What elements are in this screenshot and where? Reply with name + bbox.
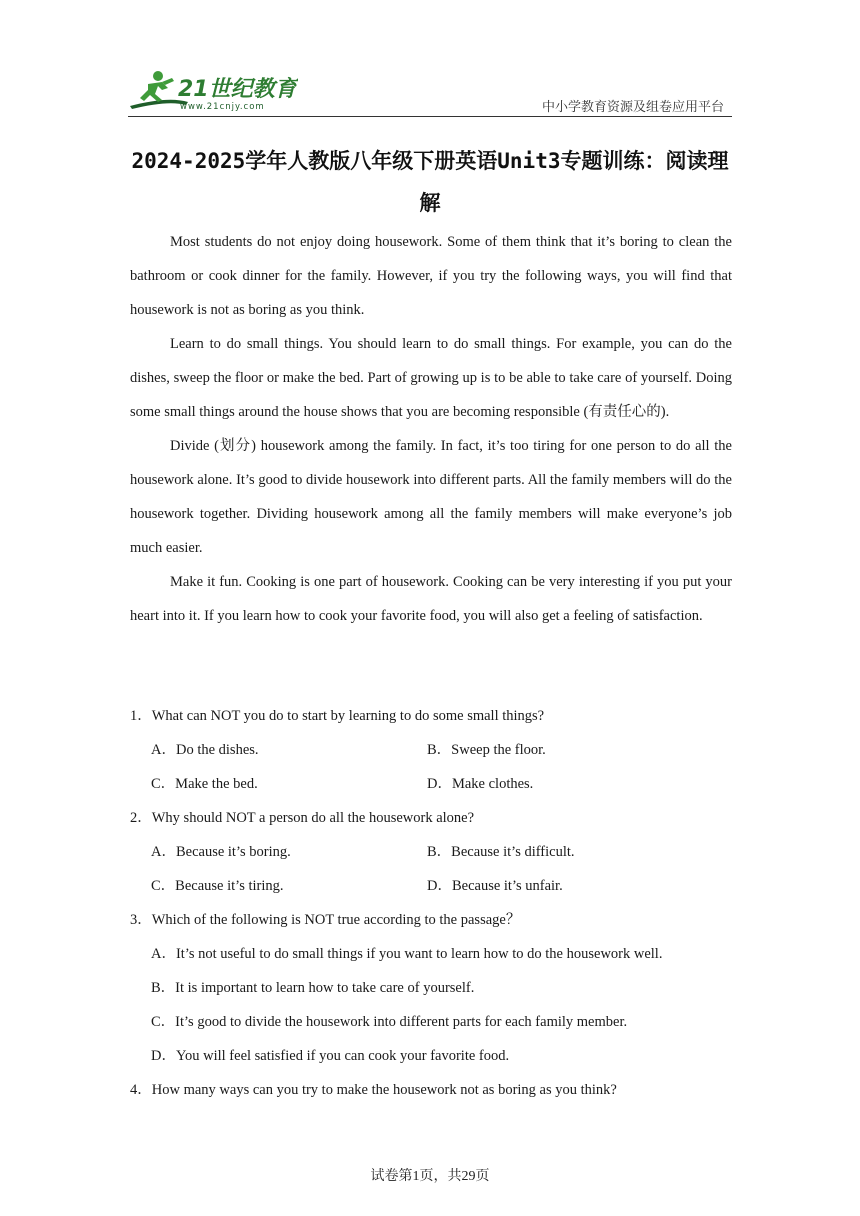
passage-paragraph: Most students do not enjoy doing housework. Some of them think that it’s boring to clean the bathroom or cook dinner for the family. However, if you try the following ways, you will find that housework is not as boring as you think. [130, 234, 732, 318]
page-footer: 试卷第1页，共29页 [370, 1169, 490, 1184]
passage-paragraph: Learn to do small things. You should learn to do small things. For example, you can do the dishes, sweep the floor or make the bed. Part of growing up is to be able to take care of yourself. Doing some small things around the house shows that you are becoming responsible (有责任心的). [130, 336, 732, 420]
question-2-stem: 2．Why should NOT a person do all the housework alone? [130, 810, 475, 826]
reading-passage [130, 225, 732, 633]
question-4-stem: 4．How many ways can you try to make the housework not as boring as you think? [130, 1082, 617, 1098]
question-1-stem: 1．What can NOT you do to start by learning to do some small things? [130, 708, 545, 724]
question-2-options [151, 835, 732, 903]
page-header [128, 68, 732, 114]
logo-text: 21世纪教育 [178, 77, 297, 102]
runner-logo-icon [128, 68, 298, 114]
option-a[interactable]: A．Because it’s boring. [151, 844, 291, 860]
option-c[interactable]: C．Make the bed. [151, 776, 258, 792]
question-1-options [151, 733, 732, 801]
passage-paragraph: Make it fun. Cooking is one part of housework. Cooking can be very interesting if you put your heart into it. If you learn how to cook your favorite food, you will also get a feeling of satisfaction. [130, 574, 732, 624]
logo-url: www.21cnjy.com [180, 102, 265, 112]
header-divider [128, 116, 732, 117]
option-a[interactable]: A．It’s not useful to do small things if you want to learn how to do the housework well. [151, 946, 663, 962]
option-b[interactable]: B．Sweep the floor. [427, 742, 546, 758]
passage-paragraph: Divide (划分) housework among the family. In fact, it’s too tiring for one person to do all the housework alone. It’s good to divide housework into different parts. All the family members will do the housework together. Dividing housework among all the family members will make everyone’s job much easier. [130, 438, 732, 556]
logo [128, 68, 298, 114]
option-b[interactable]: B．Because it’s difficult. [427, 844, 575, 860]
option-a[interactable]: A．Do the dishes. [151, 742, 259, 758]
platform-name: 中小学教育资源及组卷应用平台 [541, 100, 724, 115]
page-title: 2024-2025学年人教版八年级下册英语Unit3专题训练：阅读理解 [131, 149, 729, 215]
option-d[interactable]: D．Because it’s unfair. [427, 878, 563, 894]
option-c[interactable]: C．Because it’s tiring. [151, 878, 284, 894]
option-c[interactable]: C．It’s good to divide the housework into different parts for each family member. [151, 1014, 628, 1030]
option-d[interactable]: D．Make clothes. [427, 776, 534, 792]
option-d[interactable]: D．You will feel satisfied if you can cook your favorite food. [151, 1048, 510, 1064]
option-b[interactable]: B．It is important to learn how to take care of yourself. [151, 980, 475, 996]
question-list [130, 699, 732, 1107]
question-3-stem: 3．Which of the following is NOT true according to the passage？ [130, 912, 521, 928]
